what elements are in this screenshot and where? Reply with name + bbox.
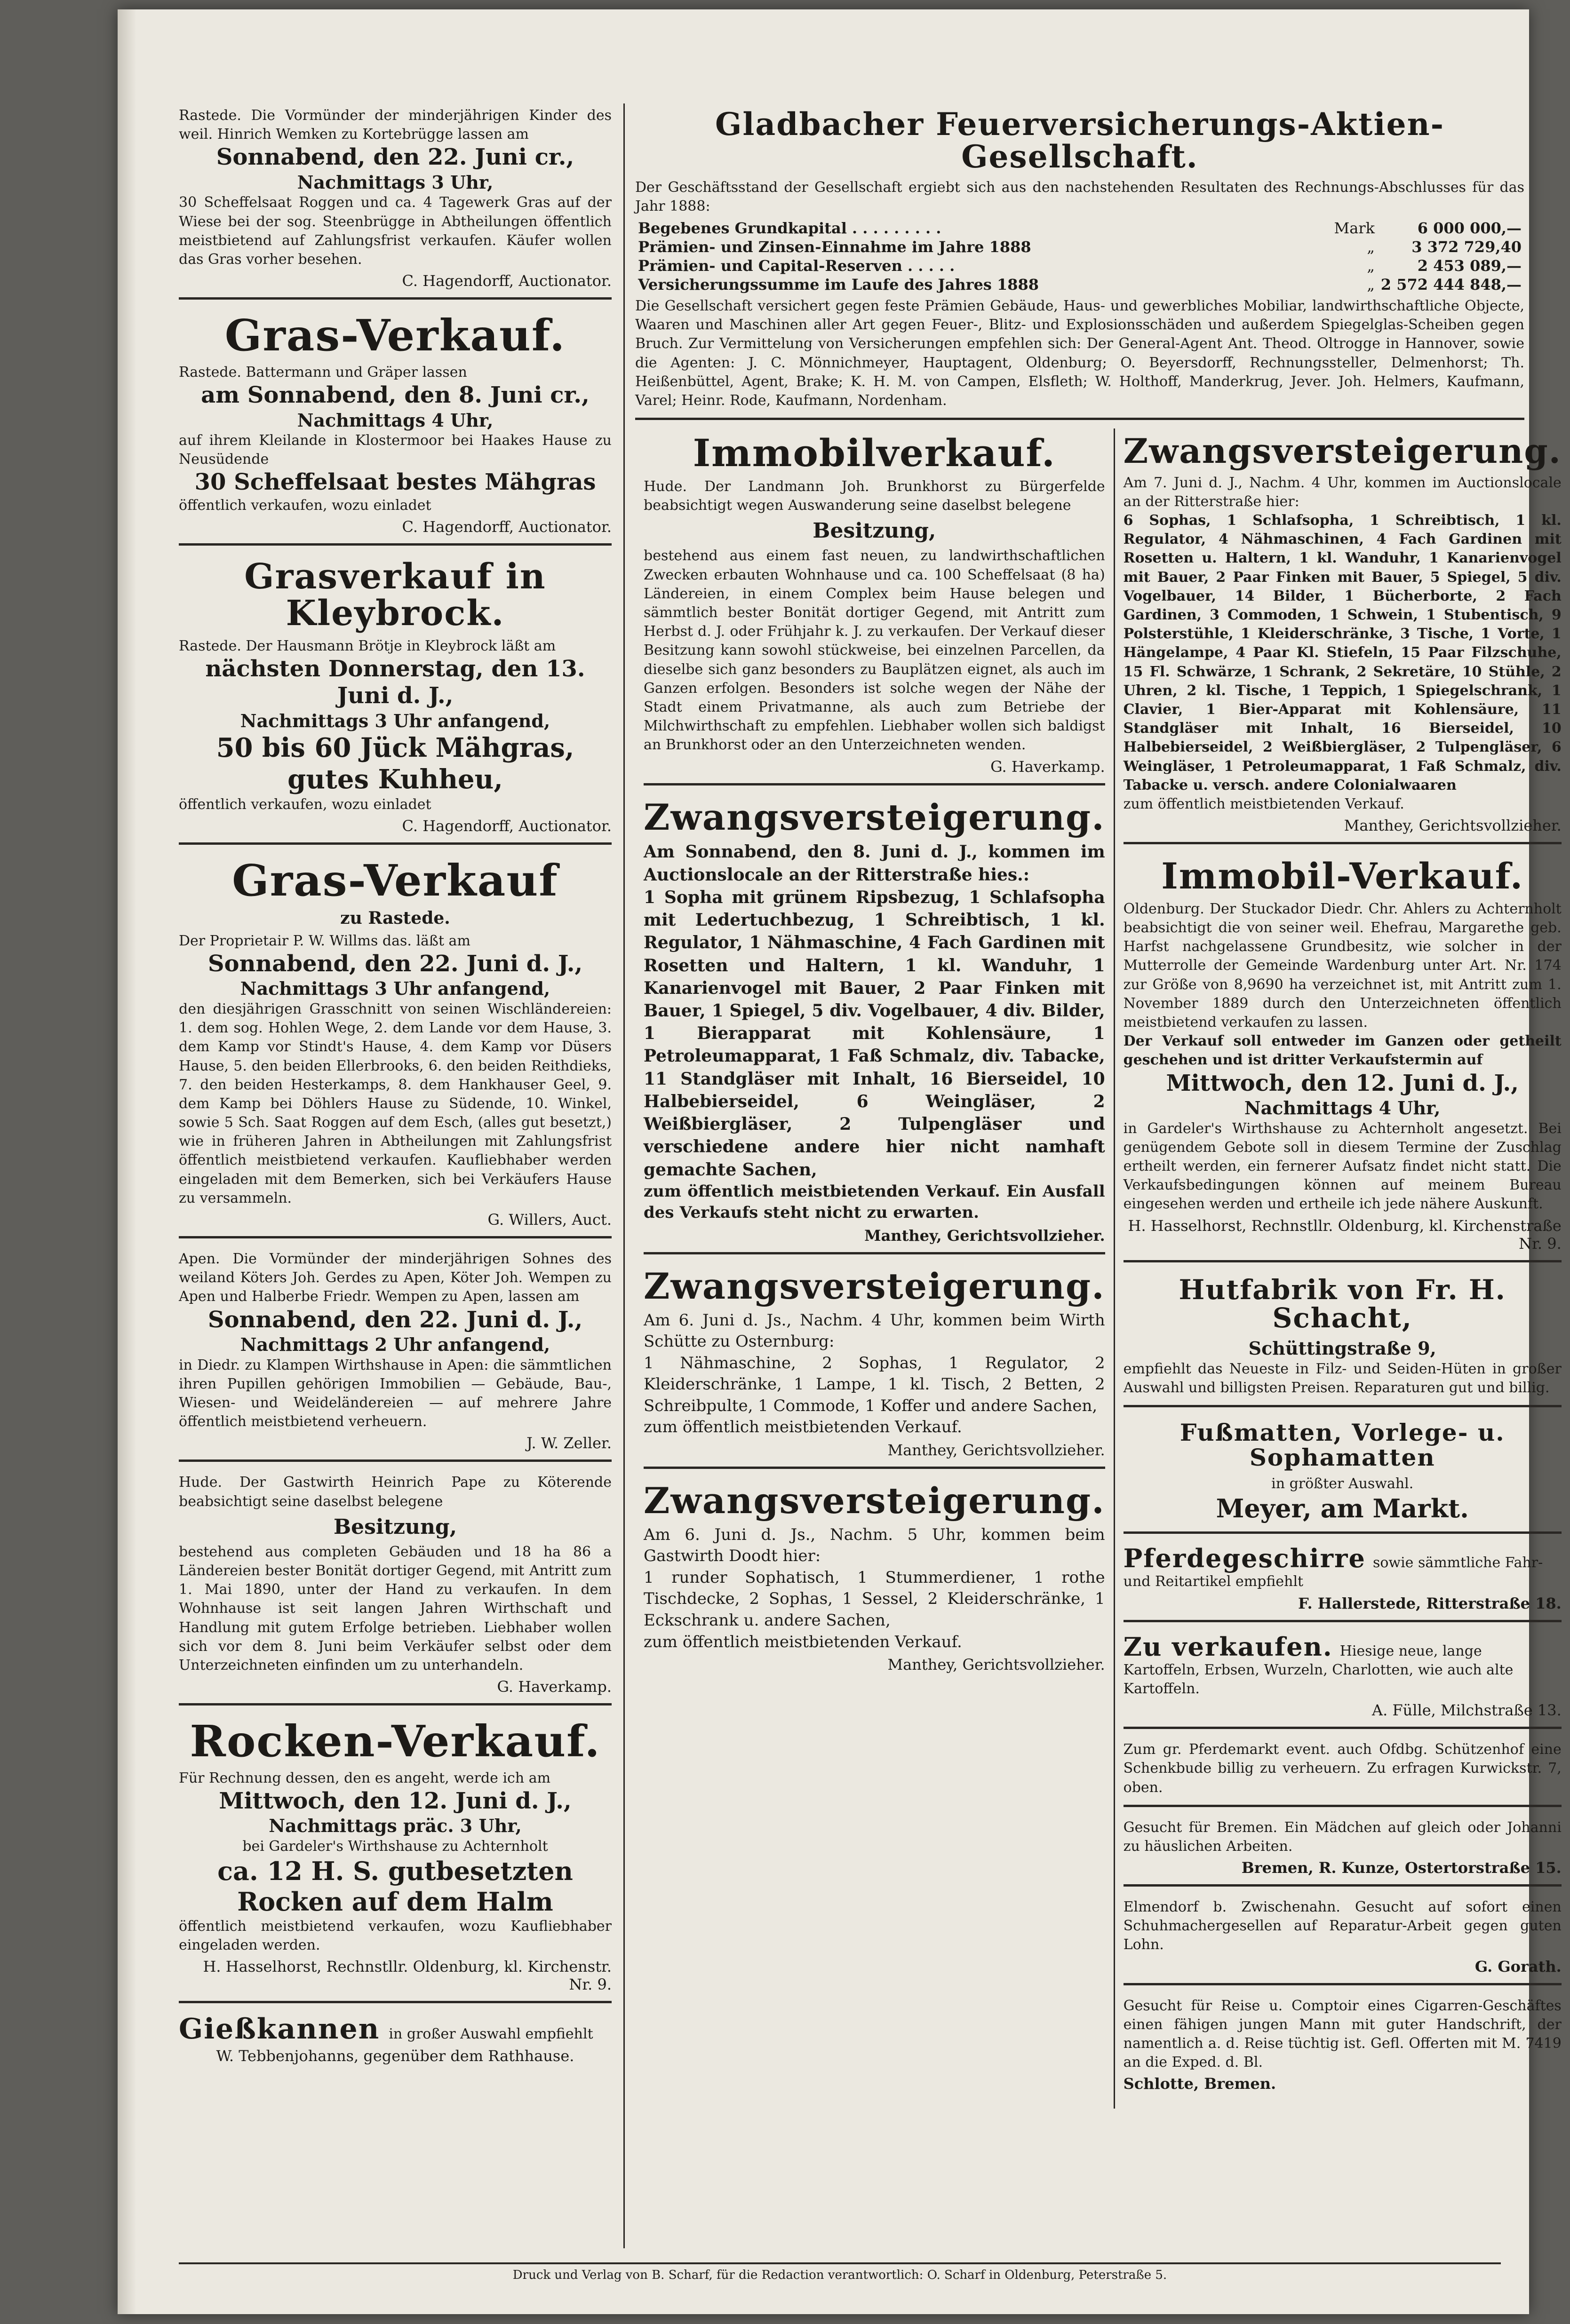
financial-cell-cur: „ (1367, 256, 1375, 275)
right-area (635, 103, 1562, 2109)
ad-rastede-roggen: Rastede. Die Vormünder der minderjährigen Kinder des weil. Hinrich Wemken zu Kortebrügge lassen am Sonnabend, den 22. Juni cr., Nachmittags 3 Uhr, 30 Scheffelsaat Roggen und ca. 4 Tagewerk Gras auf der Wiese bei der sog. Steenbrügge in Abtheilungen öffentlich meistbietend auf Zahlungsfrist verkaufen. Käufer wollen das Gras vorher besehen. C. Hagendorff, Auctionator. (179, 103, 612, 300)
column-rule (623, 103, 625, 2248)
ad-immobil-verkauf-oldenburg: Immobil-Verkauf. Oldenburg. Der Stuckador Diedr. Chr. Ahlers zu Achternholt beabsichtigt die von seiner weil. Ehefrau, Margarethe geb. Harfst nachgelassene Grundbesitz, wie solcher in der Mutterrolle der Gemeinde Wardenburg unter Art. Nr. 174 zur Größe von 8,9690 ha verzeichnet ist, mit Antritt zum 1. November 1889 durch den Unterzeichneten öffentlich meistbietend verkaufen zu lassen. Der Verkauf soll entweder im Ganzen oder getheilt geschehen und ist dritter Verkaufstermin auf Mittwoch, den 12. Juni d. J., Nachmittags 4 Uhr, in Gardeler's Wirthshause zu Achternholt angesetzt. Bei genügendem Gebote soll in diesem Termine der Zuschlag ertheilt werden, ein fernerer Aufsatz findet nicht statt. Die Verkaufsbedingungen können auf meinem Bureau eingesehen werden und ertheile ich jede nähere Auskunft. H. Hasselhorst, Rechnstllr. Oldenburg, kl. Kirchenstraße Nr. 9. (1124, 853, 1562, 1262)
financial-cell-amount: 2 453 089,— (1417, 256, 1522, 275)
financial-cell-label: Begebenes Grundkapital . . . . . . . . . (638, 219, 941, 237)
ad-hude-pape: Hude. Der Gastwirth Heinrich Pape zu Köterende beabsichtigt seine daselbst belegene Besitzung, bestehend aus completen Gebäuden und 18 ha 86 a Ländereien bester Bonität dortiger Gegend, mit Antritt zum 1. Mai 1890, unter der Hand zu verkaufen. In dem Wohnhause ist seit langen Jahren Wirthschaft und Handlung mit gutem Erfolge betrieben. Liebhaber wollen sich vor dem 8. Juni beim Verkäufer selbst oder dem Unterzeichneten einfinden um zu unterhandeln. G. Haverkamp. (179, 1470, 612, 1705)
financial-cell-amount: 2 572 444 848,— (1380, 275, 1522, 293)
ad-title: Gießkannen (179, 2013, 380, 2046)
ad-title: Immobil-Verkauf. (1161, 855, 1524, 897)
newspaper-page (118, 9, 1562, 2314)
ad-zwangsversteigerung-4: Zwangsversteigerung. Am 7. Juni d. J., Nachm. 4 Uhr, kommen im Auctionslocale an der Ritterstraße hier: 6 Sophas, 1 Schlafsopha, 1 Schreibtisch, 1 kl. Regulator, 4 Nähmaschinen, 4 Fach Gardinen mit Rosetten u. Haltern, 1 kl. Wanduhr, 1 Kanarienvogel mit Bauer, 2 Paar Finken mit Bauer, 5 Spiegel, 5 div. Vogelbauer, 14 Bilder, 1 Bücherborte, 2 Fach Gardinen, 3 Commoden, 1 Schwein, 1 Stubentisch, 9 Polsterstühle, 1 Kleiderschränke, 3 Tische, 1 Vorte, 1 Hängelampe, 4 Paar Kl. Stiefeln, 15 Paar Filzschuhe, 15 Fl. Schwärze, 1 Schrank, 2 Sekretäre, 10 Stühle, 2 Uhren, 2 kl. Tische, 1 Teppich, 1 Spiegelschrank, 1 Clavier, 1 Bier-Apparat mit Kohlensäure, 11 Standgläser mit Inhalt, 16 Bierseidel, 10 Halbebierseidel, 2 Weißbiergläser, 2 Tulpengläser, 6 Weingläser, 1 Petroleumapparat, 1 Faß Schmalz, div. Tabacke u. versch. andere Colonialwaaren zum öffentlich meistbietenden Verkauf. Manthey, Gerichtsvollzieher. (1124, 428, 1562, 844)
ad-zu-verkaufen: Zu verkaufen. Hiesige neue, lange Kartoffeln, Erbsen, Wurzeln, Charlotten, wie auch alte Kartoffeln. A. Fülle, Milchstraße 13. (1124, 1631, 1562, 1729)
financial-cell-amount: 3 372 729,40 (1411, 238, 1522, 256)
financial-cell-cur: „ (1367, 238, 1375, 256)
ad-title: Immobilverkauf. (693, 431, 1056, 476)
ad-cigarren-gesucht: Gesucht für Reise u. Comptoir eines Cigarren-Geschäftes einen fähigen jungen Mann mit guter Handschrift, der namentlich a. d. Reise tüchtig ist. Gefl. Offerten mit M. 7419 an die Exped. d. Bl. Schlotte, Bremen. (1123, 1997, 1562, 2093)
ad-gras-verkauf-rastede: Gras-Verkauf zu Rastede. Der Proprietair P. W. Willms das. läßt am Sonnabend, den 22. Juni d. J., Nachmittags 3 Uhr anfangend, den diesjährigen Grasschnitt von seinen Wischländereien: 1. dem sog. Hohlen Wege, 2. dem Lande vor dem Hause, 3. dem Kamp vor Stindt's Hause, 4. dem Kamp vor Düsers Hause, 5. den beiden Ellerbrooks, 6. den beiden Reithdieks, 7. den beiden Hesterkamps, 8. dem Hankhauser Geel, 9. dem Kamp bei Döhlers Hause zu Südende, 10. Winkel, sowie 5 Sch. Saat Roggen auf dem Esch, (alles gut besetzt,) wie in früheren Jahren in Abtheilungen mit Zahlungsfrist öffentlich meistbietend verkaufen. Kaufliebhaber werden eingeladen mit dem Bemerken, sich bei Verkäufers Hause zu versammeln. G. Willers, Auct. (179, 853, 612, 1238)
ad-title: Zu verkaufen. (1123, 1631, 1333, 1662)
far-right-column (1114, 428, 1570, 2109)
ad-title: Zwangsversteigerung. (644, 1480, 1105, 1522)
middle-column (635, 428, 1114, 2109)
left-column (179, 103, 612, 2081)
ad-fussmatten: Fußmatten, Vorlege- u. Sophamatten in größter Auswahl. Meyer, am Markt. (1124, 1416, 1562, 1534)
ad-rocken-verkauf: Rocken-Verkauf. Für Rechnung dessen, den es angeht, werde ich am Mittwoch, den 12. Juni d. J., Nachmittags präc. 3 Uhr, bei Gardeler's Wirthshause zu Achternholt ca. 12 H. S. gutbesetzten Rocken auf dem Halm öffentlich meistbietend verkaufen, wozu Kaufliebhaber eingeladen werden. H. Hasselhorst, Rechnstllr. Oldenburg, kl. Kirchenstr. Nr. 9. (179, 1714, 612, 2003)
ad-title: Zwangsversteigerung. (1123, 431, 1562, 471)
financial-row (635, 219, 1524, 238)
financial-cell-label: Prämien- und Zinsen-Einnahme im Jahre 1888 (638, 238, 1031, 256)
ad-hutfabrik: Hutfabrik von Fr. H. Schacht, Schüttingstraße 9, empfiehlt das Neueste in Filz- und Seiden-Hüten in großer Auswahl und billigsten Preisen. Reparaturen gut und billig. (1124, 1271, 1562, 1408)
ad-zwangsversteigerung-3: Zwangsversteigerung. Am 6. Juni d. Js., Nachm. 5 Uhr, kommen beim Gastwirth Doodt hier: 1 runder Sophatisch, 1 Stummerdiener, 1 rothe Tischdecke, 2 Sophas, 1 Sessel, 2 Kleiderschränke, 1 Eckschrank u. andere Sachen, zum öffentlich meistbietenden Verkauf. Manthey, Gerichtsvollzieher. (644, 1480, 1105, 1674)
ad-zwangsversteigerung-1: Zwangsversteigerung. Am Sonnabend, den 8. Juni d. J., kommen im Auctionslocale an der Ritterstraße hies.: 1 Sopha mit grünem Ripsbezug, 1 Schlafsopha mit Ledertuchbezug, 1 Schreibtisch, 1 kl. Regulator, 1 Nähmaschine, 4 Fach Gardinen mit Rosetten und Haltern, 1 kl. Wanduhr, 1 Kanarienvogel mit Bauer, 2 Paar Finken mit Bauer, 1 Spiegel, 5 div. Vogelbauer, 4 div. Bilder, 1 Bierapparat mit Kohlensäure, 1 Petroleumapparat, 1 Faß Schmalz, div. Tabacke, 11 Standgläser mit Inhalt, 16 Bierseidel, 10 Halbebierseidel, 6 Weingläser, 2 Weißbiergläser, 2 Tulpengläser und verschiedene andere hier nicht namhaft gemachte Sachen, zum öffentlich meistbietenden Verkauf. Ein Ausfall des Verkaufs steht nicht zu erwarten. Manthey, Gerichtsvollzieher. (644, 794, 1105, 1254)
inner-columns (635, 428, 1562, 2109)
imprint-footer: Druck und Verlag von B. Scharf, für die Redaction verantwortlich: O. Scharf in Oldenburg, Peterstraße 5. (179, 2262, 1501, 2282)
ad-gras-verkauf: Gras-Verkauf. Rastede. Battermann und Gräper lassen am Sonnabend, den 8. Juni cr., Nachmittags 4 Uhr, auf ihrem Kleilande in Klostermoor bei Haakes Hause zu Neusüdende 30 Scheffelsaat bestes Mähgras öffentlich verkaufen, wozu einladet C. Hagendorff, Auctionator. (179, 308, 612, 546)
ad-title: Pferdegeschirre (1123, 1543, 1366, 1574)
ad-title: Rocken-Verkauf. (190, 1716, 601, 1767)
financial-row (635, 275, 1524, 294)
ad-immobilverkauf: Immobilverkauf. Hude. Der Landmann Joh. Brunkhorst zu Bürgerfelde beabsichtigt wegen Auswanderung seine daselbst belegene Besitzung, bestehend aus einem fast neuen, zu landwirthschaftlichen Zwecken erbauten Wohnhause und ca. 100 Scheffelsaat (8 ha) Ländereien, in einem Complex beim Hause belegen und sämmtlich bester Bonität dortiger Gegend, mit Antritt zum Herbst d. J. oder Frühjahr k. J. zu verkaufen. Der Verkauf dieser Besitzung kann sowohl stückweise, bei einzelnen Parcellen, da dieselbe sich ganz besonders zu Bauplätzen eignet, als auch im Ganzen erfolgen. Besonders ist solche wegen der Nähe der Stadt einem Privatmanne, als auch zum Betriebe der Milchwirthschaft zu empfehlen. Liebhaber wollen sich baldigst an Brunkhorst oder an den Unterzeichneten wenden. G. Haverkamp. (644, 428, 1105, 785)
financial-cell-cur: „ (1367, 275, 1375, 293)
ad-giesskannen: Gießkannen in großer Auswahl empfiehlt W. Tebbenjohanns, gegenüber dem Rathhause. (179, 2013, 593, 2065)
ad-apen: Apen. Die Vormünder der minderjährigen Sohnes des weiland Köters Joh. Gerdes zu Apen, Köter Joh. Wempen zu Apen und Halberbe Friedr. Wempen zu Apen, lassen am Sonnabend, den 22. Juni d. J., Nachmittags 2 Uhr anfangend, in Diedr. zu Klampen Wirthshause in Apen: die sämmtlichen ihren Pupillen gehörigen Immobilien — Gebäude, Bau-, Wiesen- und Weideländereien — auf mehrere Jahre öffentlich meistbietend verheuern. J. W. Zeller. (179, 1247, 612, 1462)
ad-title: Zwangsversteigerung. (644, 796, 1105, 838)
financial-cell-amount: 6 000 000,— (1417, 219, 1522, 237)
financial-row (635, 238, 1524, 256)
ad-pferdemarkt: Zum gr. Pferdemarkt event. auch Ofdbg. Schützenhof eine Schenkbude billig zu verheuern. Zu erfragen Kurwickstr. 7, oben. (1124, 1737, 1562, 1807)
ad-bremen-maedchen: Gesucht für Bremen. Ein Mädchen auf gleich oder Johanni zu häuslichen Arbeiten. Bremen, R. Kunze, Ostertorstraße 15. (1124, 1816, 1562, 1887)
ad-title: Hutfabrik von Fr. H. Schacht, (1179, 1273, 1506, 1334)
financial-cell-label: Prämien- und Capital-Reserven . . . . . (638, 256, 955, 275)
ad-title: Gras-Verkauf (232, 855, 558, 906)
ad-title: Zwangsversteigerung. (644, 1265, 1105, 1307)
ad-title: Gladbacher Feuerversicherungs-Aktien-Gesellschaft. (715, 106, 1444, 175)
financial-table (635, 219, 1524, 294)
ad-gladbacher-versicherung: Gladbacher Feuerversicherungs-Aktien-Gesellschaft. Der Geschäftsstand der Gesellschaft ergiebt sich aus den nachstehenden Resultaten des Rechnungs-Abschlusses für das Jahr 1888: Begebenes Grundkapital . . . . . . . . . Mark 6 000 000,— Prämien- und Zinsen-Einnahme im Jahre 1888 „ 3 372 729,40 Prämien- und Capital-Reserven . . . . . „ 2 453 089,— Versicherungssumme im Laufe des Jahres 1888 „ 2 572 444 848,— Die Gesellschaft versichert gegen feste Prämien Gebäude, Haus- und gewerbliches Mobiliar, landwirthschaftliche Objecte, Waaren und Maschinen aller Art gegen Feuer-, Blitz- und Explosionsschäden und außerdem Spiegelglas-Scheiben gegen Bruch. Zur Vermittelung von Versicherungen empfehlen sich: Der General-Agent Ant. Theod. Oltrogge in Hannover, sowie die Agenten: J. C. Mönnichmeyer, Hauptagent, Oldenburg; O. Beyersdorff, Rechnungssteller, Delmenhorst; Th. Heißenbüttel, Agent, Brake; K. H. M. von Campen, Elsfleth; W. Holthoff, Manderkrug, Jever. Joh. Helmers, Kaufmann, Varel; Heinr. Rode, Kaufmann, Nordenham. (635, 103, 1524, 420)
ad-grasverkauf-kleybrock: Grasverkauf in Kleybrock. Rastede. Der Hausmann Brötje in Kleybrock läßt am nächsten Donnerstag, den 13. Juni d. J., Nachmittags 3 Uhr anfangend, 50 bis 60 Jück Mähgras, gutes Kuhheu, öffentlich verkaufen, wozu einladet C. Hagendorff, Auctionator. (179, 554, 612, 845)
ad-pferdegeschirre: Pferdegeschirre sowie sämmtliche Fahr- und Reitartikel empfiehlt F. Hallerstede, Ritterstraße 18. (1124, 1542, 1562, 1622)
ad-zwangsversteigerung-2: Zwangsversteigerung. Am 6. Juni d. Js., Nachm. 4 Uhr, kommen beim Wirth Schütte zu Osternburg: 1 Nähmaschine, 2 Sophas, 1 Regulator, 2 Kleiderschränke, 1 Lampe, 1 kl. Tisch, 2 Betten, 2 Schreibpulte, 1 Commode, 1 Koffer und andere Sachen, zum öffentlich meistbietenden Verkauf. Manthey, Gerichtsvollzieher. (644, 1263, 1105, 1469)
financial-cell-cur: Mark (1334, 219, 1375, 237)
ad-elmendorf: Elmendorf b. Zwischenahn. Gesucht auf sofort einen Schuhmachergesellen auf Reparatur-Arbeit gegen guten Lohn. G. Gorath. (1124, 1895, 1562, 1985)
ad-title: Gras-Verkauf. (224, 310, 566, 361)
ad-title: Grasverkauf in Kleybrock. (244, 556, 546, 634)
financial-row (635, 256, 1524, 275)
ad-title: Fußmatten, Vorlege- u. Sophamatten (1179, 1419, 1505, 1471)
financial-cell-label: Versicherungssumme im Laufe des Jahres 1888 (638, 275, 1039, 293)
